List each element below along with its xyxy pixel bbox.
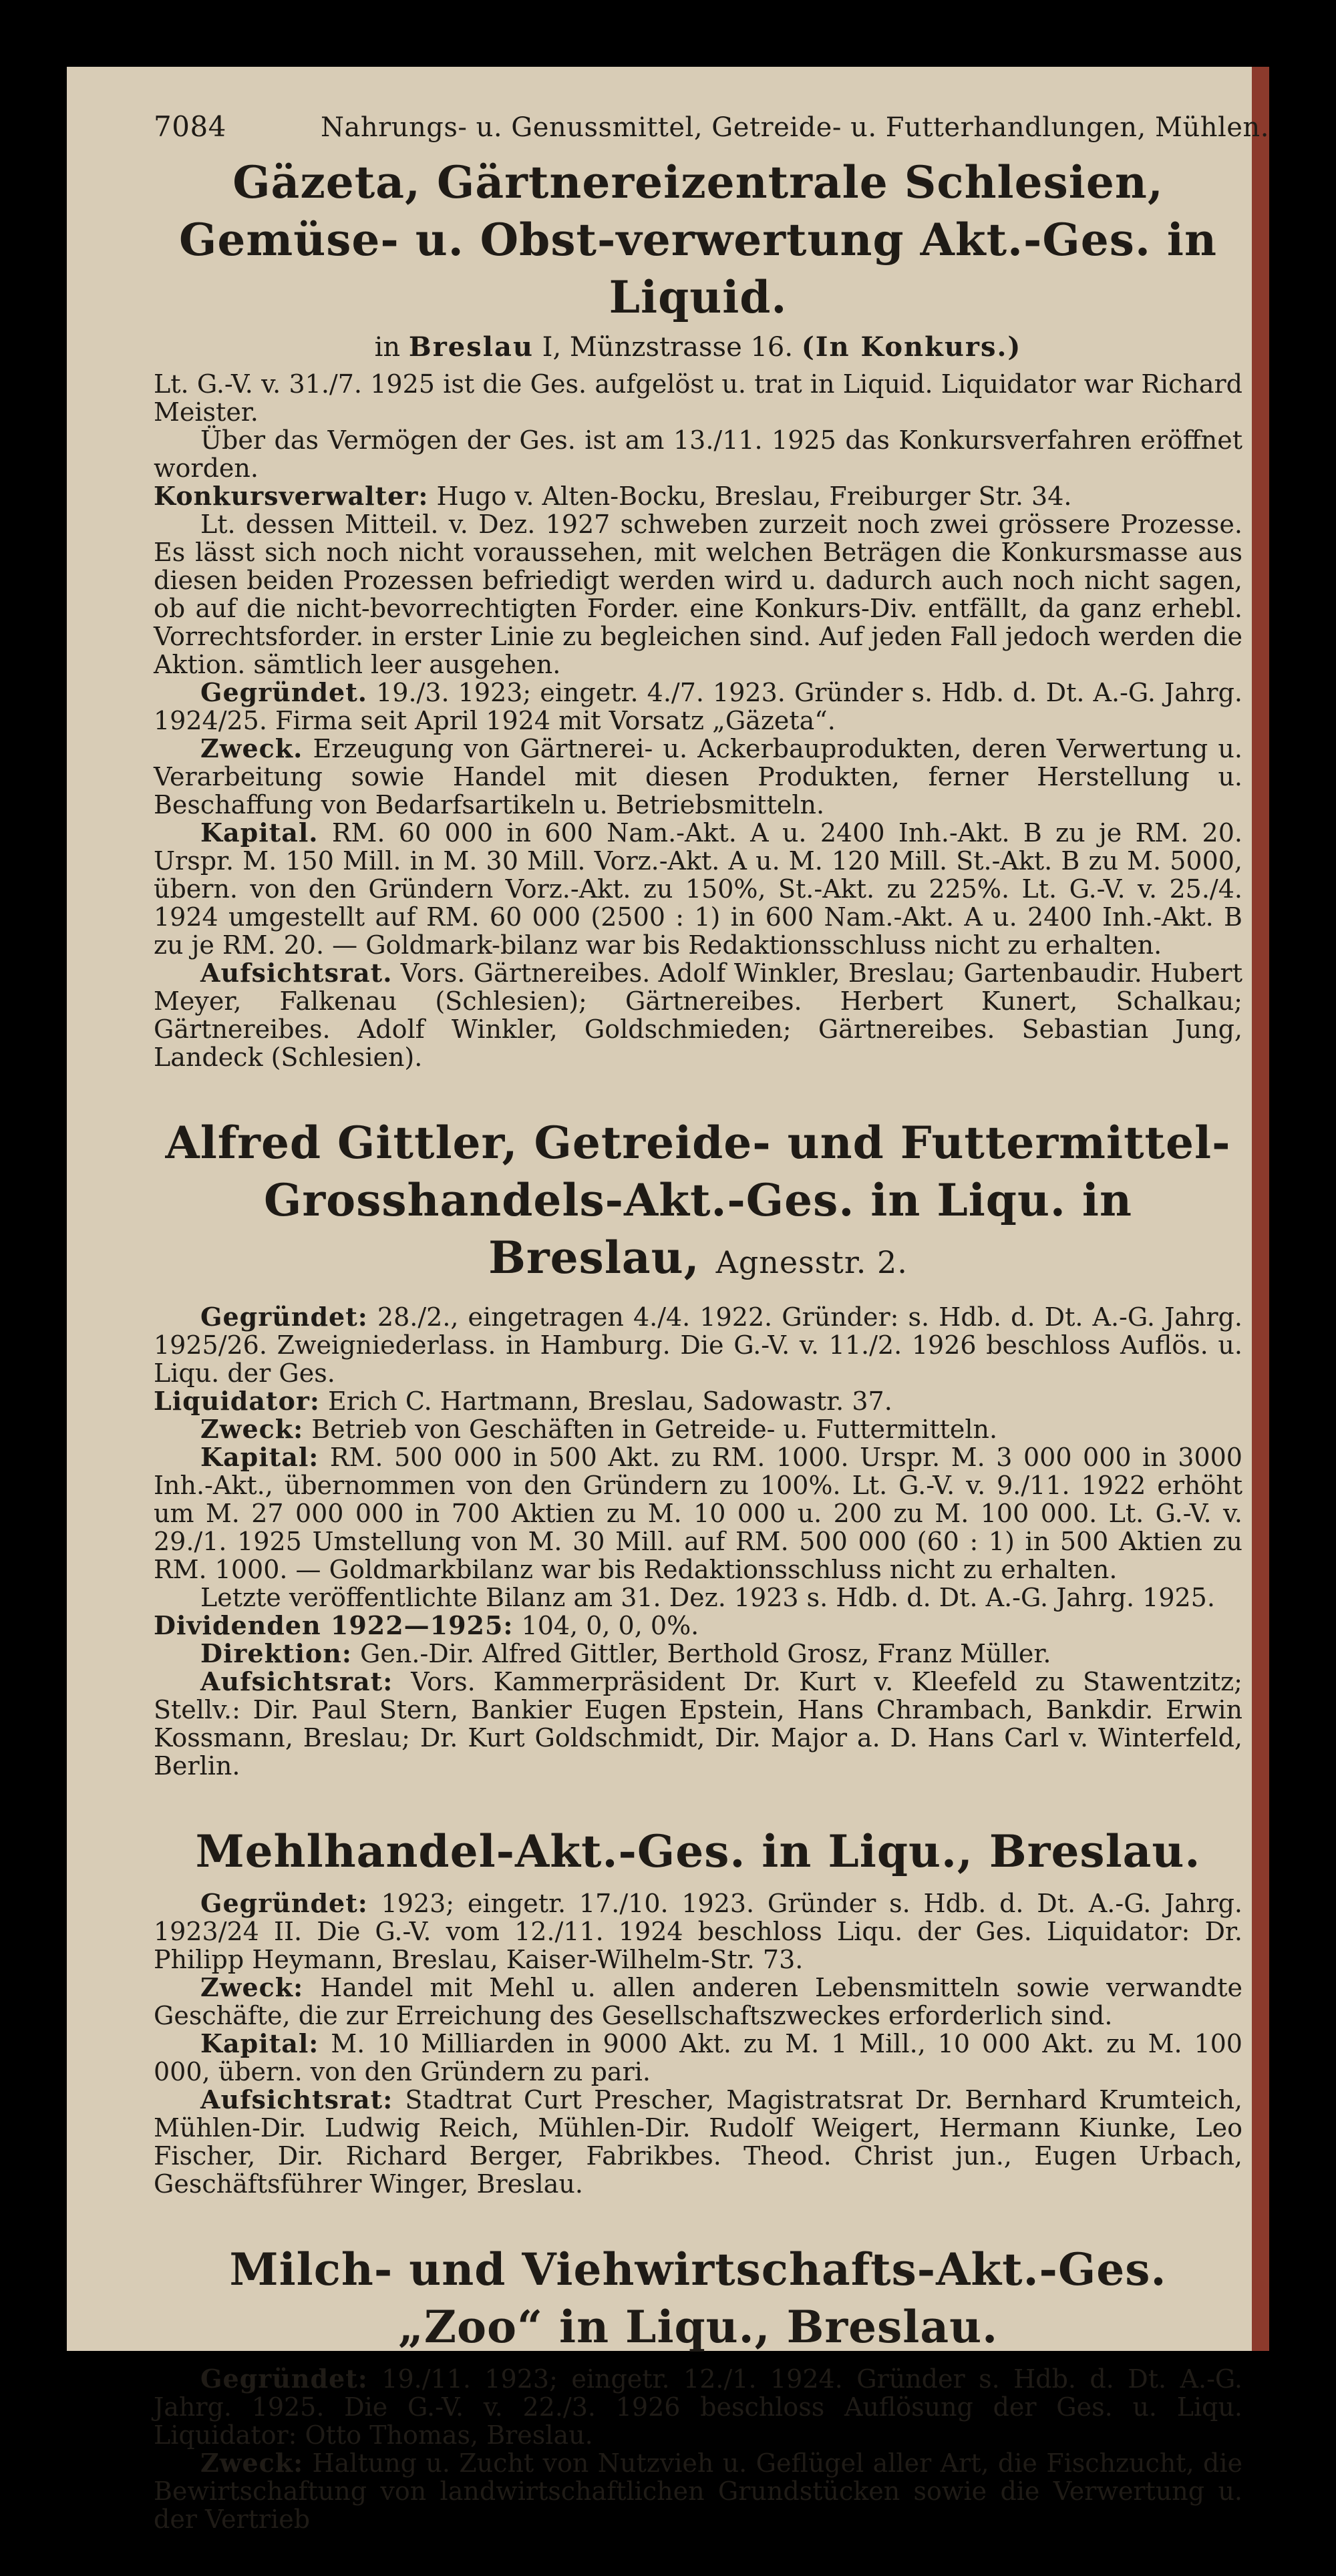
paragraph-label: Zweck. — [200, 733, 303, 763]
paragraph-text: Über das Vermögen der Ges. ist am 13./11. 1925 das Konkursverfahren eröffnet worden. — [154, 425, 1242, 483]
paragraph-label: Konkursverwalter: — [154, 481, 429, 511]
entry-paragraph — [154, 1668, 1242, 1780]
paragraph-label: Gegründet: — [200, 1888, 368, 1918]
paragraph-text: Lt. dessen Mitteil. v. Dez. 1927 schweben zurzeit noch zwei grössere Prozesse. Es lässt sich noch nicht voraussehen, mit welchen Beträgen die Konkursmasse aus diesen beiden Prozessen befriedigt werden wird u. dadurch auch noch nicht sagen, ob auf die nicht-bevorrechtigten Forder. eine Konkurs-Div. entfällt, da ganz erhebl. Vorrechtsforder. in erster Linie zu begleichen sind. Auf jeden Fall jedoch werden die Aktion. sämtlich leer ausgehen. — [154, 510, 1242, 679]
paragraph-label: Aufsichtsrat. — [200, 958, 393, 988]
paragraph-text: Gen.-Dir. Alfred Gittler, Berthold Grosz, Franz Müller. — [360, 1639, 1051, 1668]
paragraph-label: Kapital: — [200, 2028, 319, 2058]
paragraph-text: Lt. G.-V. v. 31./7. 1925 ist die Ges. aufgelöst u. trat in Liquid. Liquidator war Richard Meister. — [154, 369, 1242, 427]
paragraph-text: 19./3. 1923; eingetr. 4./7. 1923. Gründer s. Hdb. d. Dt. A.-G. Jahrg. 1924/25. Firma seit April 1924 mit Vorsatz „Gäzeta“. — [154, 678, 1242, 735]
company-entry — [154, 1823, 1242, 2198]
entry-paragraph — [154, 959, 1242, 1071]
paragraph-text: M. 10 Milliarden in 9000 Akt. zu M. 1 Mill., 10 000 Akt. zu M. 100 000, übern. von den Gründern zu pari. — [154, 2029, 1242, 2086]
paragraph-label: Kapital. — [200, 817, 319, 848]
paragraph-label: Gegründet: — [200, 1302, 368, 1332]
company-entry — [154, 2241, 1242, 2533]
entry-paragraph — [154, 679, 1242, 735]
paragraph-text: Haltung u. Zucht von Nutzvieh u. Geflügel aller Art, die Fischzucht, die Bewirtschaftung von landwirtschaftlichen Grundstücken sowie die Verwertung u. der Vertrieb — [154, 2448, 1242, 2534]
entry-paragraph — [154, 1889, 1242, 1974]
entry-paragraph — [154, 510, 1242, 679]
paragraph-label: Zweck: — [200, 1414, 304, 1444]
paragraph-label: Aufsichtsrat: — [200, 2084, 393, 2114]
page-edge — [1252, 67, 1269, 2351]
paragraph-label: Gegründet. — [200, 677, 368, 707]
paragraph-text: 104, 0, 0, 0%. — [521, 1611, 699, 1640]
entry-paragraph — [154, 735, 1242, 819]
paragraph-text: Vors. Kammerpräsident Dr. Kurt v. Kleefeld zu Stawentzitz; Stellv.: Dir. Paul Stern, Bankier Eugen Epstein, Hans Chrambach, Bankdir. Erwin Kossmann, Breslau; Dr. Kurt Goldschmidt, Dir. Major a. D. Hans Carl v. Winterfeld, Berlin. — [154, 1667, 1242, 1781]
paragraph-text: RM. 500 000 in 500 Akt. zu RM. 1000. Urspr. M. 3 000 000 in 3000 Inh.-Akt., übernommen von den Gründern zu 100%. Lt. G.-V. v. 9./11. 1922 erhöht um M. 27 000 000 in 700 Aktien zu M. 10 000 u. 200 zu M. 100 000. Lt. G.-V. v. 29./1. 1925 Umstellung von M. 30 Mill. auf RM. 500 000 (60 : 1) in 500 Aktien zu RM. 1000. — Goldmarkbilanz war bis Redaktionsschluss nicht zu erhalten. — [154, 1443, 1242, 1584]
scanned-page — [67, 67, 1269, 2534]
entry-paragraph — [154, 2030, 1242, 2086]
paragraph-text: 28./2., eingetragen 4./4. 1922. Gründer: s. Hdb. d. Dt. A.-G. Jahrg. 1925/26. Zweigniederlass. in Hamburg. Die G.-V. v. 11./2. 1926 beschloss Auflös. u. Liqu. der Ges. — [154, 1302, 1242, 1388]
address-prefix: in — [374, 332, 401, 363]
paragraph-label: Direktion: — [200, 1638, 352, 1668]
paragraph-text: Erich C. Hartmann, Breslau, Sadowastr. 37. — [328, 1387, 892, 1416]
company-title-text: Alfred Gittler, Getreide- und Futtermittel-Grosshandels-Akt.-Ges. in Liqu. in Breslau, — [165, 1117, 1231, 1284]
entry-paragraph — [154, 1640, 1242, 1668]
entry-paragraph — [154, 2086, 1242, 2198]
company-title: Mehlhandel-Akt.-Ges. in Liqu., Breslau. — [195, 1825, 1201, 1877]
paragraph-text: Erzeugung von Gärtnerei- u. Ackerbauprodukten, deren Verwertung u. Verarbeitung sowie Handel mit diesen Produkten, ferner Herstellung u. Beschaffung von Bedarfsartikeln u. Betriebsmitteln. — [154, 734, 1242, 819]
paragraph-label: Zweck: — [200, 1972, 304, 2002]
paragraph-text: RM. 60 000 in 600 Nam.-Akt. A u. 2400 Inh.-Akt. B zu je RM. 20. Urspr. M. 150 Mill. in M. 30 Mill. Vorz.-Akt. A u. M. 120 Mill. St.-Akt. B zu M. 5000, übern. von den Gründern Vorz.-Akt. zu 150%, St.-Akt. zu 225%. Lt. G.-V. v. 25./4. 1924 umgestellt auf RM. 60 000 (2500 : 1) in 600 Nam.-Akt. A u. 2400 Inh.-Akt. B zu je RM. 20. — Goldmark-bilanz war bis Redaktionsschluss nicht zu erhalten. — [154, 818, 1242, 960]
entry-paragraph — [154, 1974, 1242, 2030]
running-header — [154, 100, 1269, 154]
entry-paragraph — [154, 1387, 1242, 1415]
entry-paragraph — [154, 2365, 1242, 2449]
entry-paragraph — [154, 1415, 1242, 1443]
company-title-address: Agnesstr. 2. — [715, 1244, 908, 1280]
paragraph-text: Hugo v. Alten-Bocku, Breslau, Freiburger Str. 34. — [436, 482, 1072, 511]
paragraph-label: Kapital: — [200, 1442, 319, 1472]
paragraph-text: Vors. Gärtnereibes. Adolf Winkler, Breslau; Gartenbaudir. Hubert Meyer, Falkenau (Schlesien); Gärtnereibes. Herbert Kunert, Schalkau; Gärtnereibes. Adolf Winkler, Goldschmieden; Gärtnereibes. Sebastian Jung, Landeck (Schlesien). — [154, 958, 1242, 1072]
page-number: 7084 — [154, 110, 226, 143]
paragraph-label: Liquidator: — [154, 1386, 320, 1416]
address-city: Breslau — [408, 331, 534, 363]
entry-paragraph — [154, 1443, 1242, 1584]
running-title: Nahrungs- u. Genussmittel, Getreide- u. Futterhandlungen, Mühlen. — [321, 112, 1269, 143]
page-content — [154, 100, 1269, 2576]
paragraph-text: Stadtrat Curt Prescher, Magistratsrat Dr. Bernhard Krumteich, Mühlen-Dir. Ludwig Reich, Mühlen-Dir. Rudolf Weigert, Hermann Kiunke, Leo Fischer, Dir. Richard Berger, Fabrikbes. Theod. Christ jun., Eugen Urbach, Geschäftsführer Winger, Breslau. — [154, 2085, 1242, 2199]
paragraph-label: Zweck: — [200, 2448, 304, 2478]
paragraph-text: Betrieb von Geschäften in Getreide- u. Futtermitteln. — [311, 1415, 998, 1444]
paragraph-text: 19./11. 1923; eingetr. 12./1. 1924. Gründer s. Hdb. d. Dt. A.-G. Jahrg. 1925. Die G.-V. v. 22./3. 1926 beschloss Auflösung der Ges. u. Liqu. Liquidator: Otto Thomas, Breslau. — [154, 2364, 1242, 2450]
company-entry — [154, 154, 1242, 1071]
address-street: I, Münzstrasse 16. — [542, 332, 794, 363]
entry-paragraph — [154, 370, 1242, 426]
entry-paragraph — [154, 2449, 1242, 2533]
paragraph-label: Gegründet: — [200, 2364, 368, 2394]
entry-paragraph — [154, 819, 1242, 959]
entry-paragraph — [154, 426, 1242, 482]
company-status: (In Konkurs.) — [801, 331, 1022, 363]
entry-paragraph — [154, 1303, 1242, 1387]
entry-paragraph — [154, 1584, 1242, 1612]
company-title: Milch- und Viehwirtschafts-Akt.-Ges. „Zoo“ in Liqu., Breslau. — [229, 2243, 1167, 2353]
company-title: Gäzeta, Gärtnereizentrale Schlesien, Gemüse- u. Obst-verwertung Akt.-Ges. in Liquid. — [179, 156, 1217, 323]
paragraph-text: Letzte veröffentlichte Bilanz am 31. Dez. 1923 s. Hdb. d. Dt. A.-G. Jahrg. 1925. — [200, 1583, 1215, 1612]
company-title — [154, 1114, 1242, 1291]
company-entry — [154, 1114, 1242, 1780]
paragraph-label: Aufsichtsrat: — [200, 1666, 393, 1696]
paragraph-label: Dividenden 1922—1925: — [154, 1610, 514, 1640]
company-address — [154, 330, 1242, 365]
paragraph-text: Handel mit Mehl u. allen anderen Lebensmitteln sowie verwandte Geschäfte, die zur Erreichung des Gesellschaftszweckes erforderlich sind. — [154, 1973, 1242, 2030]
entry-paragraph — [154, 1612, 1242, 1640]
paragraph-text: 1923; eingetr. 17./10. 1923. Gründer s. Hdb. d. Dt. A.-G. Jahrg. 1923/24 II. Die G.-V. vom 12./11. 1924 beschloss Liqu. der Ges. Liquidator: Dr. Philipp Heymann, Breslau, Kaiser-Wilhelm-Str. 73. — [154, 1889, 1242, 1974]
entry-paragraph — [154, 482, 1242, 510]
